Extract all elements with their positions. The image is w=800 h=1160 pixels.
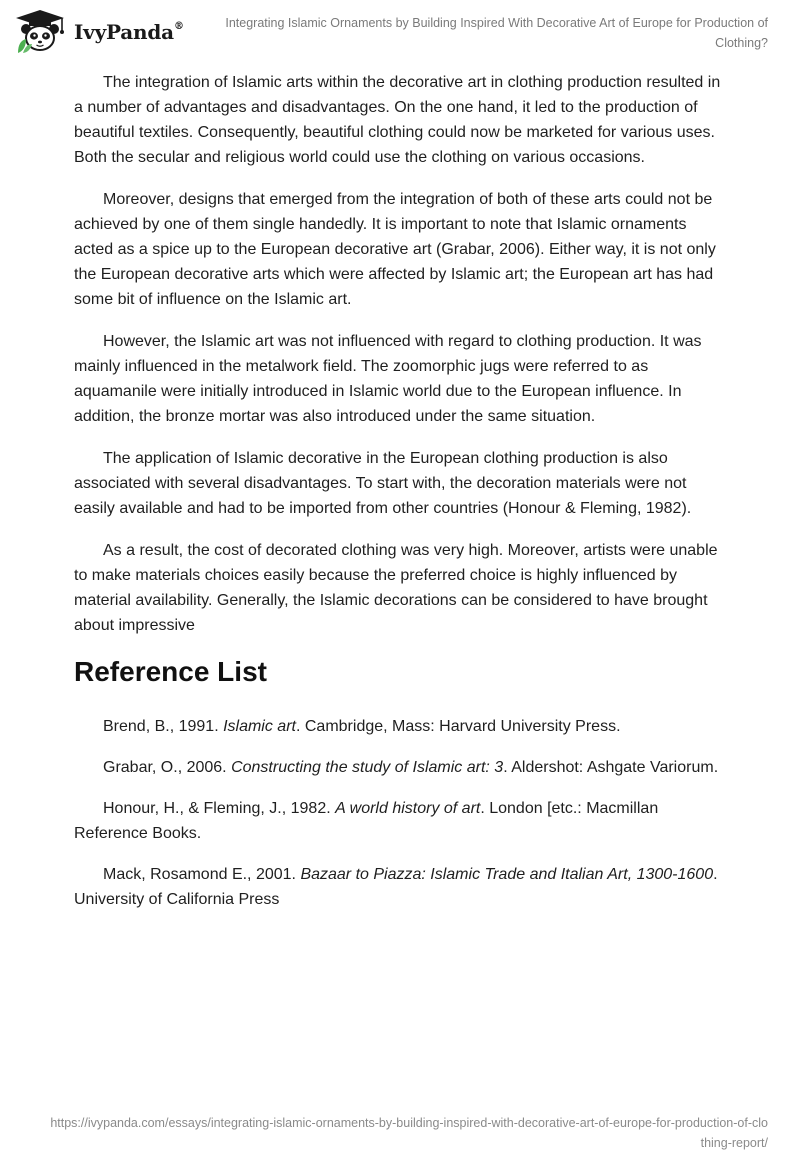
reference-publisher: . Aldershot: Ashgate Variorum. xyxy=(503,759,719,776)
body-paragraph: The application of Islamic decorative in the European clothing production is also associated with several disadvantages. To start with, the decoration materials were not easily available and had to be imported from other countries (Honour & Fleming, 1982). xyxy=(74,450,692,517)
body-paragraph: The integration of Islamic arts within the decorative art in clothing production resulted in a number of advantages and disadvantages. On the one hand, it led to the production of beautiful textiles. Consequently, beautiful clothing could now be marketed for various uses. Both the secular and religious world could use the clothing on various occasions. xyxy=(74,74,721,166)
body-paragraph: As a result, the cost of decorated clothing was very high. Moreover, artists were unable to make materials choices easily because the preferred choice is highly influenced by material availability. Generally, the Islamic decorations can be considered to have brought about impressive xyxy=(74,542,718,634)
essay-body xyxy=(74,70,726,928)
reference-title: Constructing the study of Islamic art: 3 xyxy=(231,759,504,776)
logo-wordmark xyxy=(74,20,184,44)
reference-publisher: . London [etc.: Macmillan Reference Books. xyxy=(74,800,659,842)
page-header xyxy=(0,0,800,64)
reference-authors: Brend, B., 1991. xyxy=(103,718,224,735)
reference-entry xyxy=(74,862,726,912)
reference-publisher: . Cambridge, Mass: Harvard University Press. xyxy=(295,718,621,735)
reference-title: Islamic art xyxy=(223,718,296,735)
reference-entry xyxy=(74,755,726,780)
panda-graduate-icon xyxy=(14,9,68,53)
reference-authors: Mack, Rosamond E., 2001. xyxy=(103,866,301,883)
reference-list-heading: Reference List xyxy=(74,656,267,687)
reference-title: Bazaar to Piazza: Islamic Trade and Italian Art, 1300-1600 xyxy=(300,866,714,883)
logo-name: IvyPanda xyxy=(74,20,174,44)
reference-publisher: . University of California Press xyxy=(74,866,718,908)
reference-entry xyxy=(74,714,726,739)
reference-title: A world history of art xyxy=(335,800,481,817)
body-paragraph: Moreover, designs that emerged from the integration of both of these arts could not be achieved by one of them single handedly. It is important to note that Islamic ornaments acted as a spice up to the European decorative art (Grabar, 2006). Either way, it is not only the European decorative arts which were affected by Islamic art; the European art has had some bit of influence on the Islamic art. xyxy=(74,191,716,308)
ivypanda-logo[interactable] xyxy=(14,9,204,53)
source-url-link[interactable]: https://ivypanda.com/essays/integrating-islamic-ornaments-by-building-inspired-with-decorative-art-of-europe-for-production-of-clothing-report/ xyxy=(50,1116,768,1150)
document-title: Integrating Islamic Ornaments by Building Inspired With Decorative Art of Europe for Production of Clothing? xyxy=(225,16,768,50)
body-paragraph: However, the Islamic art was not influenced with regard to clothing production. It was mainly influenced in the metalwork field. The zoomorphic jugs were referred to as aquamanile were initially introduced in Islamic world due to the European influence. In addition, the bronze mortar was also introduced under the same situation. xyxy=(74,333,702,425)
registered-mark: ® xyxy=(173,21,184,33)
reference-authors: Honour, H., & Fleming, J., 1982. xyxy=(103,800,336,817)
reference-authors: Grabar, O., 2006. xyxy=(103,759,232,776)
reference-entry xyxy=(74,796,726,846)
